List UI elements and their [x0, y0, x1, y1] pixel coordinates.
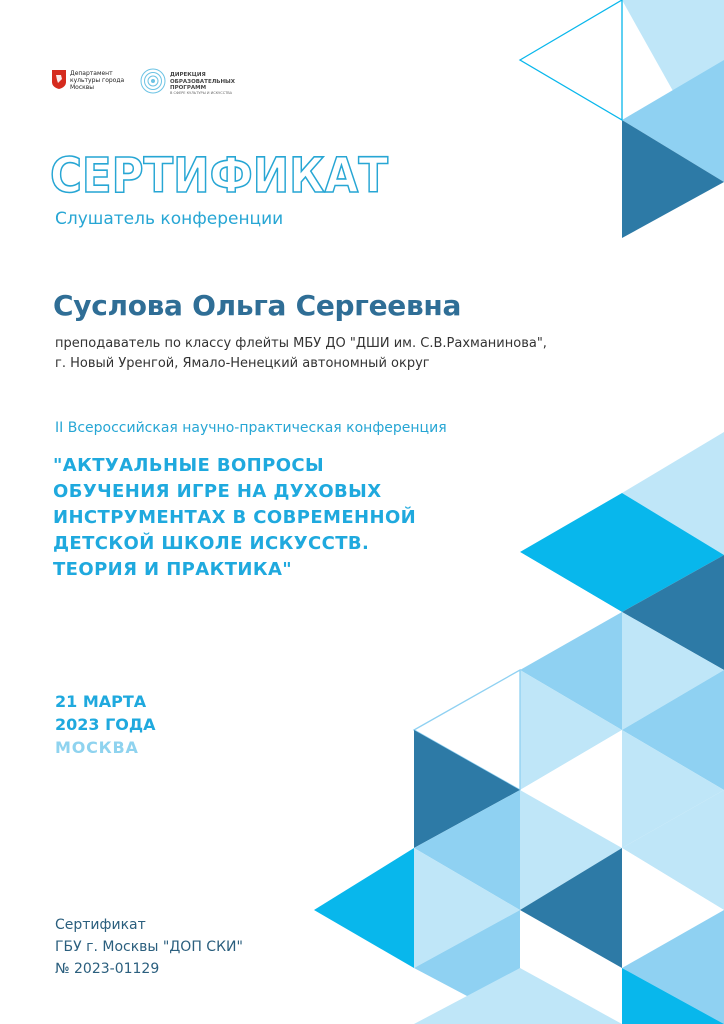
moscow-culture-department-logo	[52, 66, 140, 100]
recipient-description	[55, 334, 595, 374]
conference-label: II Всероссийская научно-практическая конференция	[55, 420, 447, 436]
conference-title-line: ИНСТРУМЕНТАХ В СОВРЕМЕННОЙ	[53, 507, 417, 528]
certificate-footer	[55, 914, 243, 980]
certificate-title	[50, 146, 410, 202]
event-date-block	[55, 690, 156, 759]
conference-title	[53, 453, 523, 583]
conference-title-line: "АКТУАЛЬНЫЕ ВОПРОСЫ	[53, 455, 325, 476]
recipient-description-line: преподаватель по классу флейты МБУ ДО "ДШИ им. С.В.Рахманинова",	[55, 336, 547, 351]
recipient-description-line: г. Новый Уренгой, Ямало-Ненецкий автономный округ	[55, 356, 430, 371]
moscow-department-caption: Департамент культуры города Москвы	[70, 70, 125, 91]
svg-text:СЕРТИФИКАТ: СЕРТИФИКАТ	[50, 148, 389, 202]
event-city: МОСКВА	[55, 738, 139, 757]
conference-title-line: ДЕТСКОЙ ШКОЛЕ ИСКУССТВ.	[53, 533, 370, 554]
moscow-coat-of-arms-icon	[52, 70, 66, 89]
dop-directorate-logo	[140, 66, 250, 100]
recipient-name: Суслова Ольга Сергеевна	[53, 289, 462, 322]
certificate-subtitle: Слушатель конференции	[55, 209, 284, 229]
event-year: 2023 ГОДА	[55, 715, 156, 734]
dop-caption: ДИРЕКЦИЯ ОБРАЗОВАТЕЛЬНЫХ ПРОГРАММ	[170, 72, 235, 91]
dop-tagline: В СФЕРЕ КУЛЬТУРЫ И ИСКУССТВА	[170, 91, 233, 95]
footer-line-certificate: Сертификат	[55, 917, 146, 933]
event-day: 21 МАРТА	[55, 692, 147, 711]
conference-title-line: ОБУЧЕНИЯ ИГРЕ НА ДУХОВЫХ	[53, 481, 382, 502]
conference-title-line: ТЕОРИЯ И ПРАКТИКА"	[53, 559, 293, 580]
concentric-rings-icon	[140, 68, 166, 94]
footer-line-number: № 2023-01129	[55, 961, 160, 977]
footer-line-organization: ГБУ г. Москвы "ДОП СКИ"	[55, 939, 243, 955]
